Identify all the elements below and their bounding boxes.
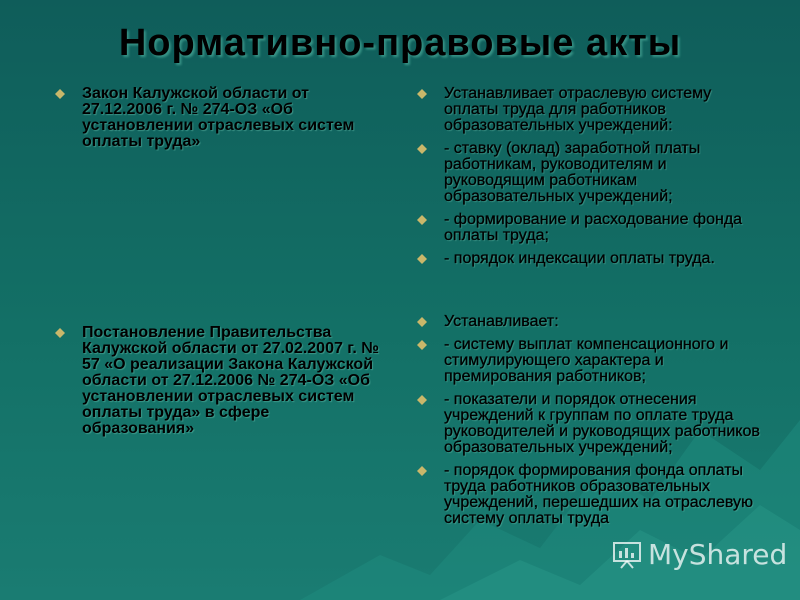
diamond-bullet-icon: [417, 395, 427, 405]
right-top-text: - формирование и расходование фонда оплаты труда;: [444, 211, 743, 244]
diamond-bullet-icon: [417, 317, 427, 327]
slide-title: Нормативно-правовые акты: [118, 22, 682, 64]
right-bottom-text: - показатели и порядок отнесения учреждений к группам по оплате труда руководителей и руководящих работников образовательных учреждений;: [444, 391, 760, 456]
left-item-2: [52, 325, 382, 437]
right-list-top: [414, 86, 764, 274]
watermark: [612, 537, 787, 571]
left-item-resolution: [52, 325, 382, 437]
diamond-bullet-icon: [417, 340, 427, 350]
diamond-bullet-icon: [417, 466, 427, 476]
diamond-bullet-icon: [417, 215, 427, 225]
diamond-bullet-icon: [55, 89, 65, 99]
diamond-bullet-icon: [417, 144, 427, 154]
presentation-icon: [612, 539, 642, 569]
right-bottom-item: [414, 337, 764, 385]
diamond-bullet-icon: [417, 254, 427, 264]
right-bottom-text: - систему выплат компенсационного и стимулирующего характера и премирования работников;: [444, 336, 729, 385]
left-item-text: Закон Калужской области от 27.12.2006 г. № 274-ОЗ «Об установлении отраслевых систем оплаты труда»: [82, 85, 355, 150]
right-bottom-text: Устанавливает:: [444, 313, 559, 330]
right-top-item: [414, 251, 764, 267]
left-item-text: Постановление Правительства Калужской области от 27.02.2007 г. № 57 «О реализации Закона Калужской области от 27.12.2006 № 274-ОЗ «Об установлении отраслевых систем оплаты труда» в сфере образования»: [82, 324, 380, 437]
watermark-text: MyShared: [648, 537, 788, 571]
left-item-law: [52, 86, 382, 150]
left-item-1: [52, 86, 382, 150]
right-top-text: Устанавливает отраслевую систему оплаты труда для работников образовательных учреждений:: [444, 85, 712, 134]
right-bottom-item: [414, 392, 764, 456]
right-bottom-item: [414, 314, 764, 330]
right-bottom-item: [414, 463, 764, 527]
right-top-item: [414, 212, 764, 244]
right-top-text: - ставку (оклад) заработной платы работникам, руководителям и руководящим работникам образовательных учреждений;: [444, 140, 701, 205]
diamond-bullet-icon: [55, 328, 65, 338]
right-top-item: [414, 86, 764, 134]
diamond-bullet-icon: [417, 89, 427, 99]
right-top-text: - порядок индексации оплаты труда.: [444, 250, 715, 267]
right-top-item: [414, 141, 764, 205]
right-list-bottom: [414, 314, 764, 534]
right-bottom-text: - порядок формирования фонда оплаты труда работников образовательных учреждений, перешедших на отраслевую систему оплаты труда: [444, 462, 754, 527]
